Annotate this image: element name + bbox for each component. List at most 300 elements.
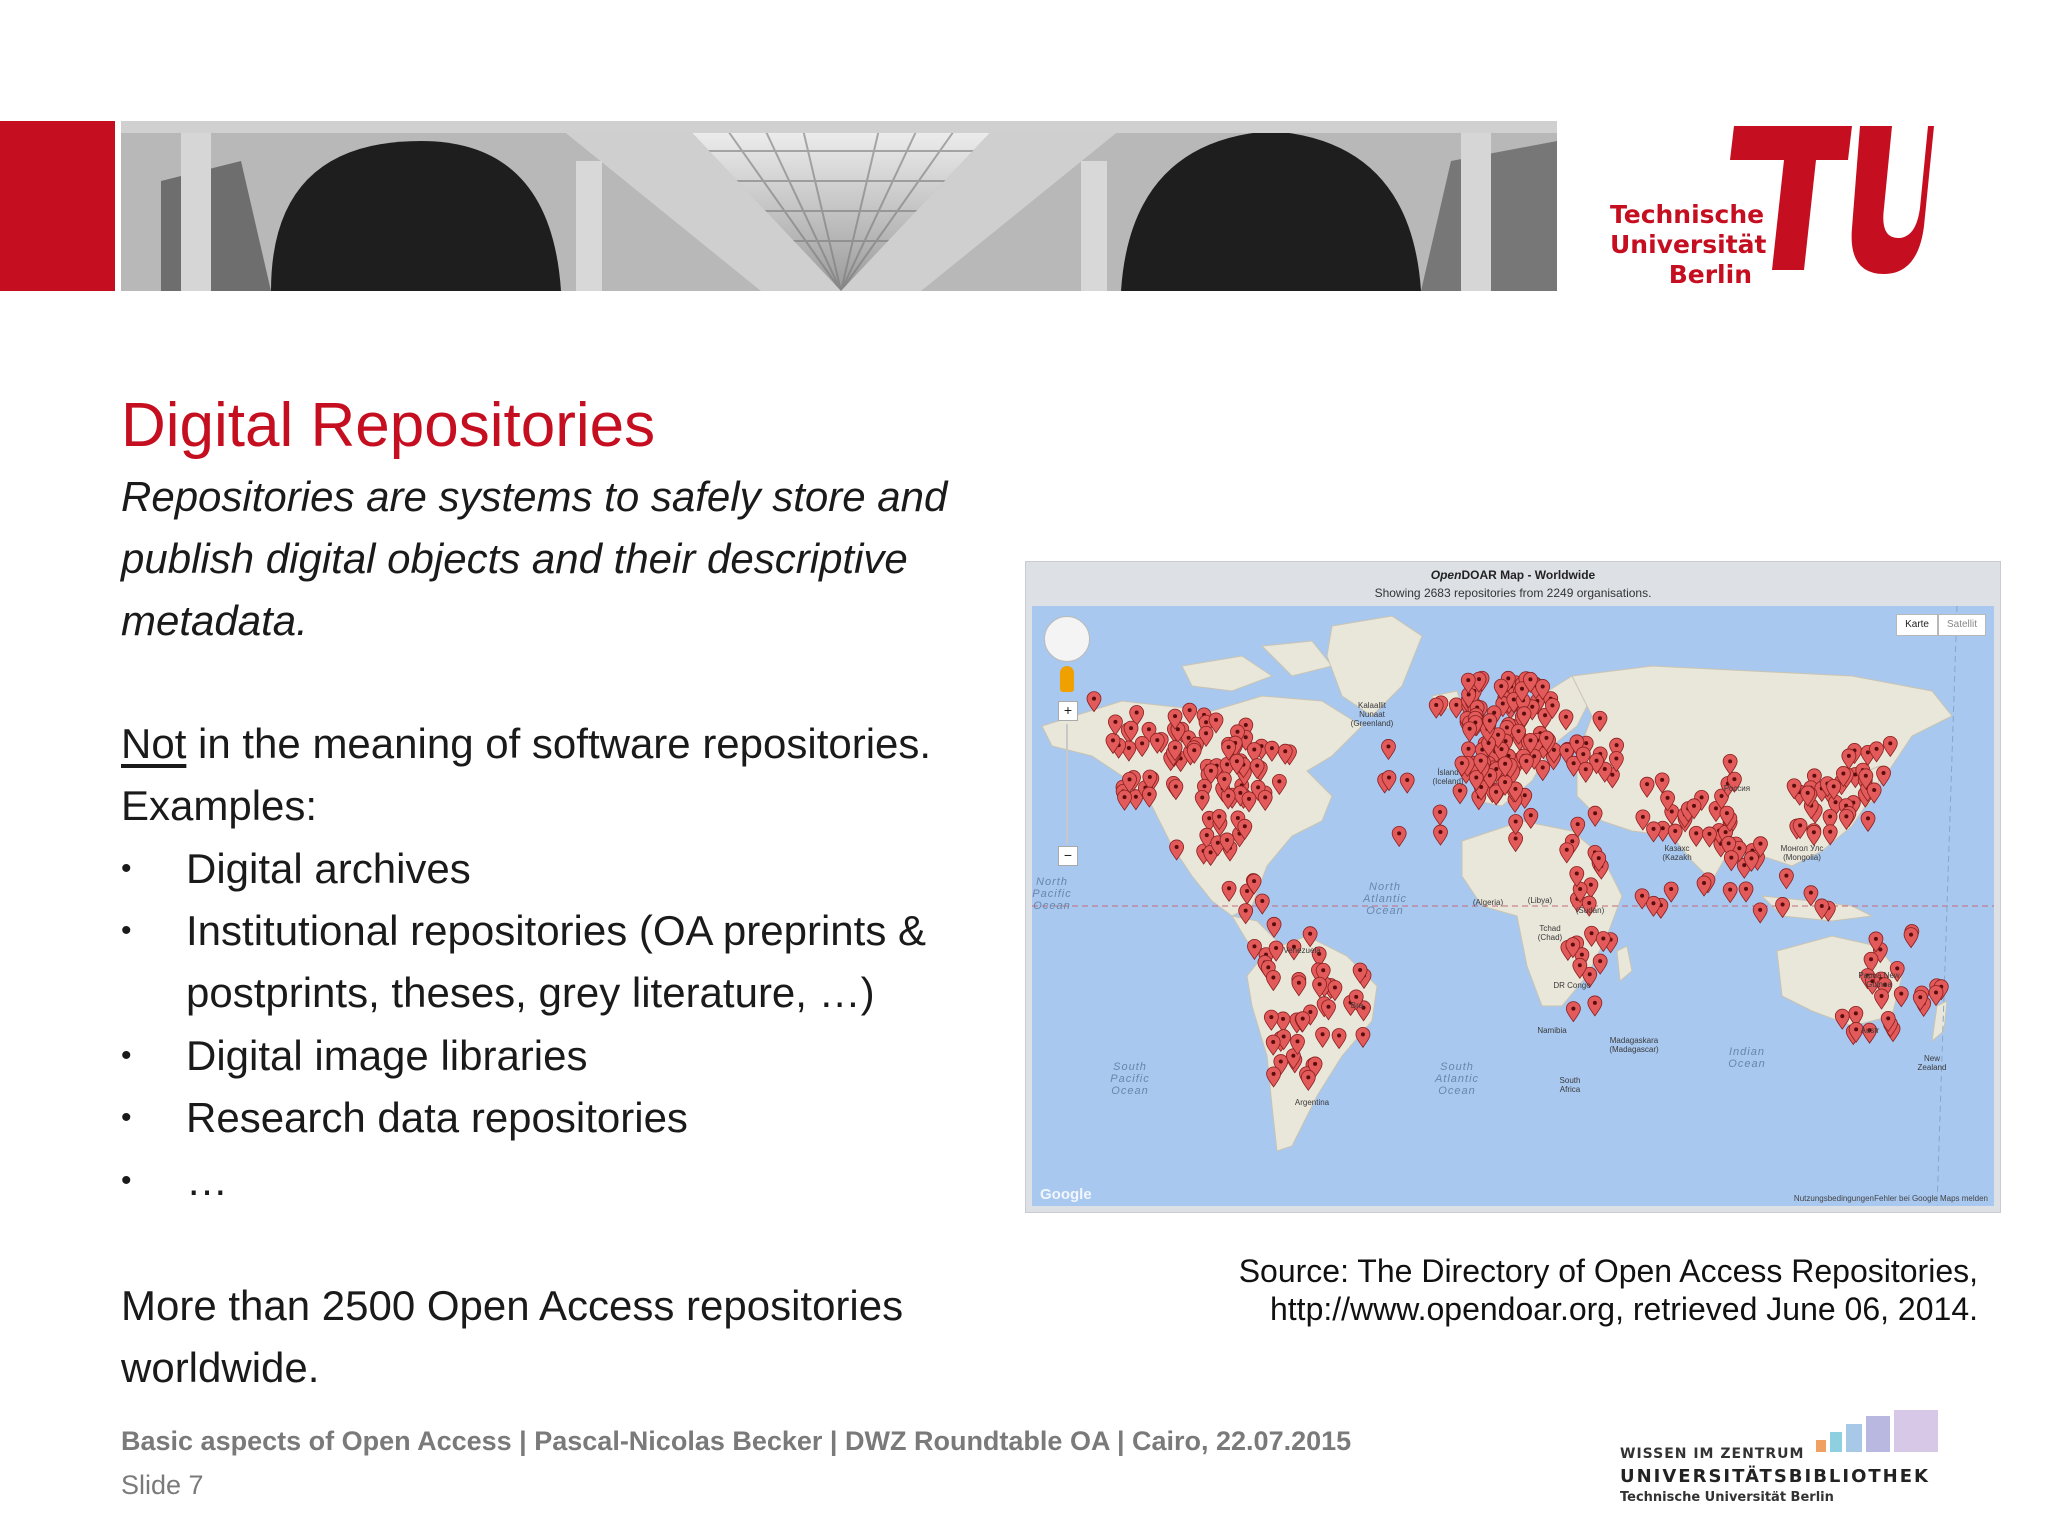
repository-marker-dot [1129,726,1133,730]
repository-marker-dot [1155,738,1159,742]
repository-marker-dot [1272,1072,1276,1076]
repository-marker-dot [1205,833,1209,837]
repository-marker-dot [1597,856,1601,860]
repository-marker-dot [1281,1017,1285,1021]
repository-marker-dot [1503,780,1507,784]
repository-marker-dot [1888,741,1892,745]
repository-marker-dot [1202,784,1206,788]
repository-marker-dot [1209,769,1213,773]
repository-marker-dot [1590,931,1594,935]
repository-marker-dot [1279,1060,1283,1064]
repository-marker-dot [1725,811,1729,815]
bullet-dot: • [121,1101,132,1134]
repository-marker-dot [1460,761,1464,765]
repository-marker-dot [1588,972,1592,976]
repository-marker-dot [1243,824,1247,828]
repository-marker-dot [1326,1005,1330,1009]
repository-marker [1453,784,1467,804]
repository-marker-dot [1550,703,1554,707]
repository-marker-dot [1123,795,1127,799]
repository-marker-dot [1584,741,1588,745]
repository-marker-dot [1222,777,1226,781]
repository-marker [1400,773,1414,793]
repository-marker-dot [1266,965,1270,969]
repository-marker-dot [1514,819,1518,823]
repository-marker-dot [1200,796,1204,800]
repository-marker-dot [1724,830,1728,834]
repository-marker-dot [1864,774,1868,778]
repository-marker-dot [1438,810,1442,814]
repository-marker-dot [1728,888,1732,892]
repository-marker-dot [1513,787,1517,791]
repository-marker-dot [1466,678,1470,682]
repository-marker [1724,851,1738,871]
repository-marker [1904,928,1918,948]
repository-marker-dot [1854,1011,1858,1015]
repository-marker-dot [1225,838,1229,842]
repository-marker-dot [1847,754,1851,758]
pegman-icon[interactable] [1060,666,1074,692]
repository-marker-dot [1204,720,1208,724]
country-label: (Sudan) [1575,906,1605,915]
repository-marker-dot [1812,774,1816,778]
repository-marker-dot [1207,816,1211,820]
repository-marker-dot [1128,777,1132,781]
repository-marker-dot [1598,716,1602,720]
not-word: Not [121,720,187,767]
repository-marker-dot [1269,1015,1273,1019]
report-error-link[interactable]: Fehler bei Google Maps melden [1874,1194,1988,1203]
bullet-dot: • [121,1039,132,1072]
repository-marker-dot [1528,677,1532,681]
repository-marker [1723,883,1737,903]
repository-marker-dot [1578,887,1582,891]
repository-marker-dot [1874,937,1878,941]
repository-marker-dot [1397,831,1401,835]
repository-marker-dot [1252,748,1256,752]
repository-marker [1647,822,1661,842]
logo-vertical-berlin: berlin [1888,151,1913,224]
country-label: Bra [1350,1001,1364,1010]
library-logo-line-2: UNIVERSITÄTSBIBLIOTHEK [1620,1466,1930,1487]
repository-marker-dot [1866,816,1870,820]
repository-marker-dot [1834,800,1838,804]
repository-marker-dot [1387,776,1391,780]
repository-marker [1835,1009,1849,1029]
logo-word-berlin: Berlin [1668,260,1752,289]
repository-marker-dot [1209,850,1213,854]
country-label: (Libya) [1527,896,1553,905]
repository-marker-dot [1361,1032,1365,1036]
repository-marker-dot [1728,759,1732,763]
country-label: DR Congo [1553,981,1591,990]
bullet-text: postprints, theses, grey literature, …) [186,969,875,1016]
repository-marker [1861,811,1875,831]
repository-marker-dot [1301,1017,1305,1021]
repository-marker-dot [1148,775,1152,779]
repository-marker-dot [1283,749,1287,753]
repository-marker-dot [1820,904,1824,908]
repository-marker-dot [1134,795,1138,799]
repository-marker-dot [1742,863,1746,867]
repository-marker-dot [1544,736,1548,740]
country-label: South Africa [1559,1076,1581,1094]
repository-marker-dot [1660,778,1664,782]
repository-marker-dot [1781,902,1785,906]
repository-marker-dot [1737,846,1741,850]
repository-marker-dot [1529,738,1533,742]
repository-marker-dot [1468,727,1472,731]
repository-marker-dot [1707,832,1711,836]
repository-marker-dot [1235,730,1239,734]
repository-marker-dot [1880,994,1884,998]
repository-marker-dot [1434,703,1438,707]
repository-marker-dot [1564,715,1568,719]
map-subtitle: Showing 2683 repositories from 2249 organisations. [1374,586,1652,600]
repository-marker-dot [1500,747,1504,751]
not-software-line [121,713,931,775]
repository-marker-dot [1524,759,1528,763]
repository-marker-dot [1225,762,1229,766]
repository-marker-dot [1670,810,1674,814]
repository-marker-dot [1244,723,1248,727]
country-label: Tchad (Chad) [1537,924,1563,942]
repository-marker [1433,825,1447,845]
repository-marker-dot [1277,779,1281,783]
repository-marker-dot [1918,995,1922,999]
country-label: Ísland (Iceland) [1432,768,1464,786]
library-logo-line-1: WISSEN IM ZENTRUM [1620,1446,1805,1462]
repository-marker-dot [1474,775,1478,779]
repository-marker-dot [1506,676,1510,680]
repository-marker-dot [1296,1039,1300,1043]
repository-marker-dot [1610,773,1614,777]
repository-marker-dot [1809,891,1813,895]
repository-marker-dot [1595,759,1599,763]
logo-word-technische: Technische [1610,200,1765,229]
repository-marker-dot [1732,777,1736,781]
repository-marker [1566,1002,1580,1022]
map-type-satellite-button[interactable]: Satellit [1938,614,1986,636]
footer-text: Basic aspects of Open Access | Pascal-Nicolas Becker | DWZ Roundtable OA | Cairo, 22.07.2015 [121,1426,1352,1456]
repository-marker-dot [1828,815,1832,819]
repository-marker-dot [1255,764,1259,768]
university-library-logo [1612,1400,1942,1510]
repository-marker-dot [1570,839,1574,843]
zoom-out-button[interactable]: − [1058,846,1078,866]
repository-marker-dot [1245,889,1249,893]
repository-marker-dot [1934,990,1938,994]
repository-marker-dot [1669,887,1673,891]
repository-marker-dot [1479,759,1483,763]
repository-marker-dot [1216,841,1220,845]
repository-marker-dot [1227,886,1231,890]
repository-marker-dot [1135,711,1139,715]
repository-marker-dot [1899,992,1903,996]
repository-marker-dot [1541,684,1545,688]
tu-berlin-logo [1610,118,1940,298]
bullet-text: Digital archives [186,845,471,892]
repository-marker-dot [1727,841,1731,845]
repository-marker-dot [1337,1034,1341,1038]
repository-marker-dot [1645,782,1649,786]
repository-marker-dot [1792,784,1796,788]
repository-marker-dot [1477,677,1481,681]
repository-marker-dot [1641,815,1645,819]
repository-marker-dot [1575,740,1579,744]
repository-marker [1664,882,1678,902]
ocean-label-south-atlantic: South Atlantic Ocean [1434,1061,1480,1097]
repository-marker-dot [1565,848,1569,852]
repository-marker-dot [1318,982,1322,986]
repository-marker [1381,739,1395,759]
repository-marker-dot [1333,986,1337,990]
repository-marker-dot [1522,712,1526,716]
country-label: New Zealand [1917,1054,1947,1072]
repository-marker-dot [1543,713,1547,717]
country-label: Venezuela [1283,946,1321,955]
repository-marker-dot [1282,1035,1286,1039]
repository-marker [1255,894,1269,914]
repository-marker-dot [1702,881,1706,885]
repository-marker-dot [1173,746,1177,750]
repository-marker-dot [1147,727,1151,731]
examples-label: Examples: [121,782,318,829]
repository-marker-dot [1575,872,1579,876]
repository-marker-dot [1840,1014,1844,1018]
repository-marker-dot [1593,1001,1597,1005]
repository-marker-dot [1192,748,1196,752]
repository-marker-dot [1247,797,1251,801]
repository-marker [1779,869,1793,889]
slide-number: Slide 7 [121,1470,204,1500]
ocean-label-north-atlantic: North Atlantic Ocean [1362,881,1408,917]
repository-marker-dot [1235,759,1239,763]
repository-marker-dot [1758,908,1762,912]
repository-marker-dot [1875,747,1879,751]
repository-marker-dot [1271,1040,1275,1044]
header-banner-image [121,121,1557,291]
repository-marker-dot [1173,714,1177,718]
repository-marker-dot [1541,766,1545,770]
repository-marker-dot [1886,1016,1890,1020]
repository-marker-dot [1501,702,1505,706]
repository-marker-dot [1517,729,1521,733]
repository-marker-dot [1175,845,1179,849]
repository-marker-dot [1271,975,1275,979]
repository-marker-dot [1458,789,1462,793]
not-rest: in the meaning of software repositories. [186,720,932,767]
bullet-dot: • [121,914,132,947]
repository-marker-dot [1514,836,1518,840]
repository-marker-dot [1272,922,1276,926]
ocean-label-indian: Indian Ocean [1728,1046,1766,1070]
repository-marker [1118,790,1132,810]
repository-marker-dot [1758,842,1762,846]
repository-marker-dot [1217,814,1221,818]
repository-marker-dot [1651,901,1655,905]
repository-marker-dot [1260,899,1264,903]
bullet-text: Institutional repositories (OA preprints & [186,907,927,954]
repository-marker-dot [1523,793,1527,797]
bullet-dot: • [121,1164,132,1197]
country-label: Казахс (Kazakh [1662,844,1692,862]
repository-marker-dot [1488,773,1492,777]
repository-marker-dot [1614,756,1618,760]
repository-marker-dot [1291,1054,1295,1058]
repository-marker [1739,882,1753,902]
repository-marker-dot [1354,995,1358,999]
repository-marker-dot [1832,784,1836,788]
repository-marker-dot [1238,791,1242,795]
repository-marker-dot [1188,708,1192,712]
country-label: Kalaallit Nunaat (Greenland) [1350,701,1394,728]
repository-marker-dot [1866,750,1870,754]
country-label: Papua New Guinea [1858,971,1900,989]
repository-marker-dot [1581,752,1585,756]
repository-marker-dot [1214,718,1218,722]
repository-marker-dot [1297,981,1301,985]
world-map-graphic [1032,606,1994,1206]
repository-marker-dot [1113,720,1117,724]
repository-marker-dot [1529,813,1533,817]
repository-marker-dot [1652,827,1656,831]
repository-marker-dot [1467,747,1471,751]
bullet-text: … [186,1157,228,1204]
repository-marker-dot [1694,831,1698,835]
repository-marker-dot [1601,936,1605,940]
repository-marker-dot [1580,953,1584,957]
repository-marker-dot [1438,830,1442,834]
repository-marker-dot [1576,822,1580,826]
repository-marker-dot [1593,811,1597,815]
country-label: Россия [1723,784,1751,793]
country-label: Austr [1860,1026,1880,1035]
repository-marker-dot [1784,874,1788,878]
library-logo-bars [1812,1410,1942,1452]
repository-marker-dot [1572,761,1576,765]
repository-marker-dot [1882,771,1886,775]
repository-marker-dot [1714,806,1718,810]
repository-marker-dot [1244,909,1248,913]
repository-marker-dot [1263,795,1267,799]
repository-marker-dot [1512,697,1516,701]
repository-marker-dot [1520,687,1524,691]
repository-marker-dot [1226,794,1230,798]
repository-marker-dot [1666,796,1670,800]
repository-marker-dot [1587,901,1591,905]
map-type-map-button[interactable]: Karte [1896,614,1938,636]
repository-marker-dot [1503,762,1507,766]
repository-marker-dot [1244,735,1248,739]
repository-marker-dot [1673,829,1677,833]
repository-marker-dot [1565,748,1569,752]
repository-marker-dot [1092,697,1096,701]
country-label: (Algeria) [1472,898,1504,907]
repository-marker-dot [1872,788,1876,792]
terms-link[interactable]: Nutzungsbedingungen [1793,1194,1874,1203]
repository-marker-dot [1598,959,1602,963]
bullet-text: Research data repositories [186,1094,688,1141]
ocean-label-south-pacific: South Pacific Ocean [1110,1061,1150,1097]
repository-marker-dot [1252,879,1256,883]
source-line-2: http://www.opendoar.org, retrieved June 06, 2014. [1269,1291,1978,1327]
repository-marker-dot [1744,887,1748,891]
library-logo-line-3: Technische Universität Berlin [1620,1490,1834,1505]
repository-marker-dot [1174,785,1178,789]
repository-marker-dot [1552,748,1556,752]
country-label: Argentina [1294,1098,1330,1107]
repository-marker-dot [1496,733,1500,737]
source-line-1: Source: The Directory of Open Access Repositories, [1238,1253,1978,1289]
repository-marker-dot [1321,1032,1325,1036]
bullet-text: Digital image libraries [186,1032,588,1079]
repository-marker [1463,722,1477,742]
country-label: Монгол Улс (Mongolia) [1780,844,1824,862]
repository-marker [1753,903,1767,923]
repository-marker-dot [1306,1075,1310,1079]
repository-marker-dot [1603,767,1607,771]
repository-marker-dot [1729,856,1733,860]
repository-marker-dot [1176,727,1180,731]
repository-marker-dot [1571,943,1575,947]
repository-marker-dot [1187,736,1191,740]
country-label: Madagaskara (Madagascar) [1609,1036,1659,1054]
repository-marker [1588,806,1602,826]
repository-marker-dot [1204,731,1208,735]
repository-marker [1929,985,1943,1005]
repository-marker [1433,805,1447,825]
repository-marker-dot [1640,894,1644,898]
repository-marker-dot [1505,725,1509,729]
logo-word-universitaet: Universität [1610,230,1767,259]
repository-marker [1697,876,1711,896]
repository-marker-dot [1454,703,1458,707]
repository-marker-dot [1844,814,1848,818]
repository-marker-dot [1488,719,1492,723]
repository-marker-dot [1841,771,1845,775]
repository-marker-dot [1615,743,1619,747]
repository-marker-dot [1499,684,1503,688]
map-title-italic: Open [1430,568,1462,582]
definition-text: Repositories are systems to safely store and publish digital objects and their descriptive metadata. [121,473,948,644]
repository-marker-dot [1308,1010,1312,1014]
repository-marker [1356,1027,1370,1047]
map-canvas[interactable] [1032,606,1994,1206]
repository-marker-dot [1895,966,1899,970]
repository-marker [1392,826,1406,846]
map-source-caption [1100,1252,1978,1328]
repository-marker-dot [1321,968,1325,972]
repository-marker [1894,987,1908,1007]
repository-marker-dot [1909,933,1913,937]
map-title-rest: DOAR Map - Worldwide [1461,568,1596,582]
repository-marker-dot [1140,741,1144,745]
summary-line-1: More than 2500 Open Access repositories [121,1282,904,1329]
pan-control[interactable] [1044,616,1090,662]
header-red-block [0,121,115,291]
zoom-in-button[interactable]: + [1058,701,1078,721]
repository-marker-dot [1589,883,1593,887]
repository-marker-dot [1494,790,1498,794]
map-title [1026,568,2000,582]
zoom-slider-track[interactable] [1066,724,1068,844]
repository-marker-dot [1571,1007,1575,1011]
opendoar-map [1025,561,2001,1213]
repository-marker-dot [1806,791,1810,795]
repository-marker-dot [1720,794,1724,798]
repository-marker-dot [1313,1062,1317,1066]
